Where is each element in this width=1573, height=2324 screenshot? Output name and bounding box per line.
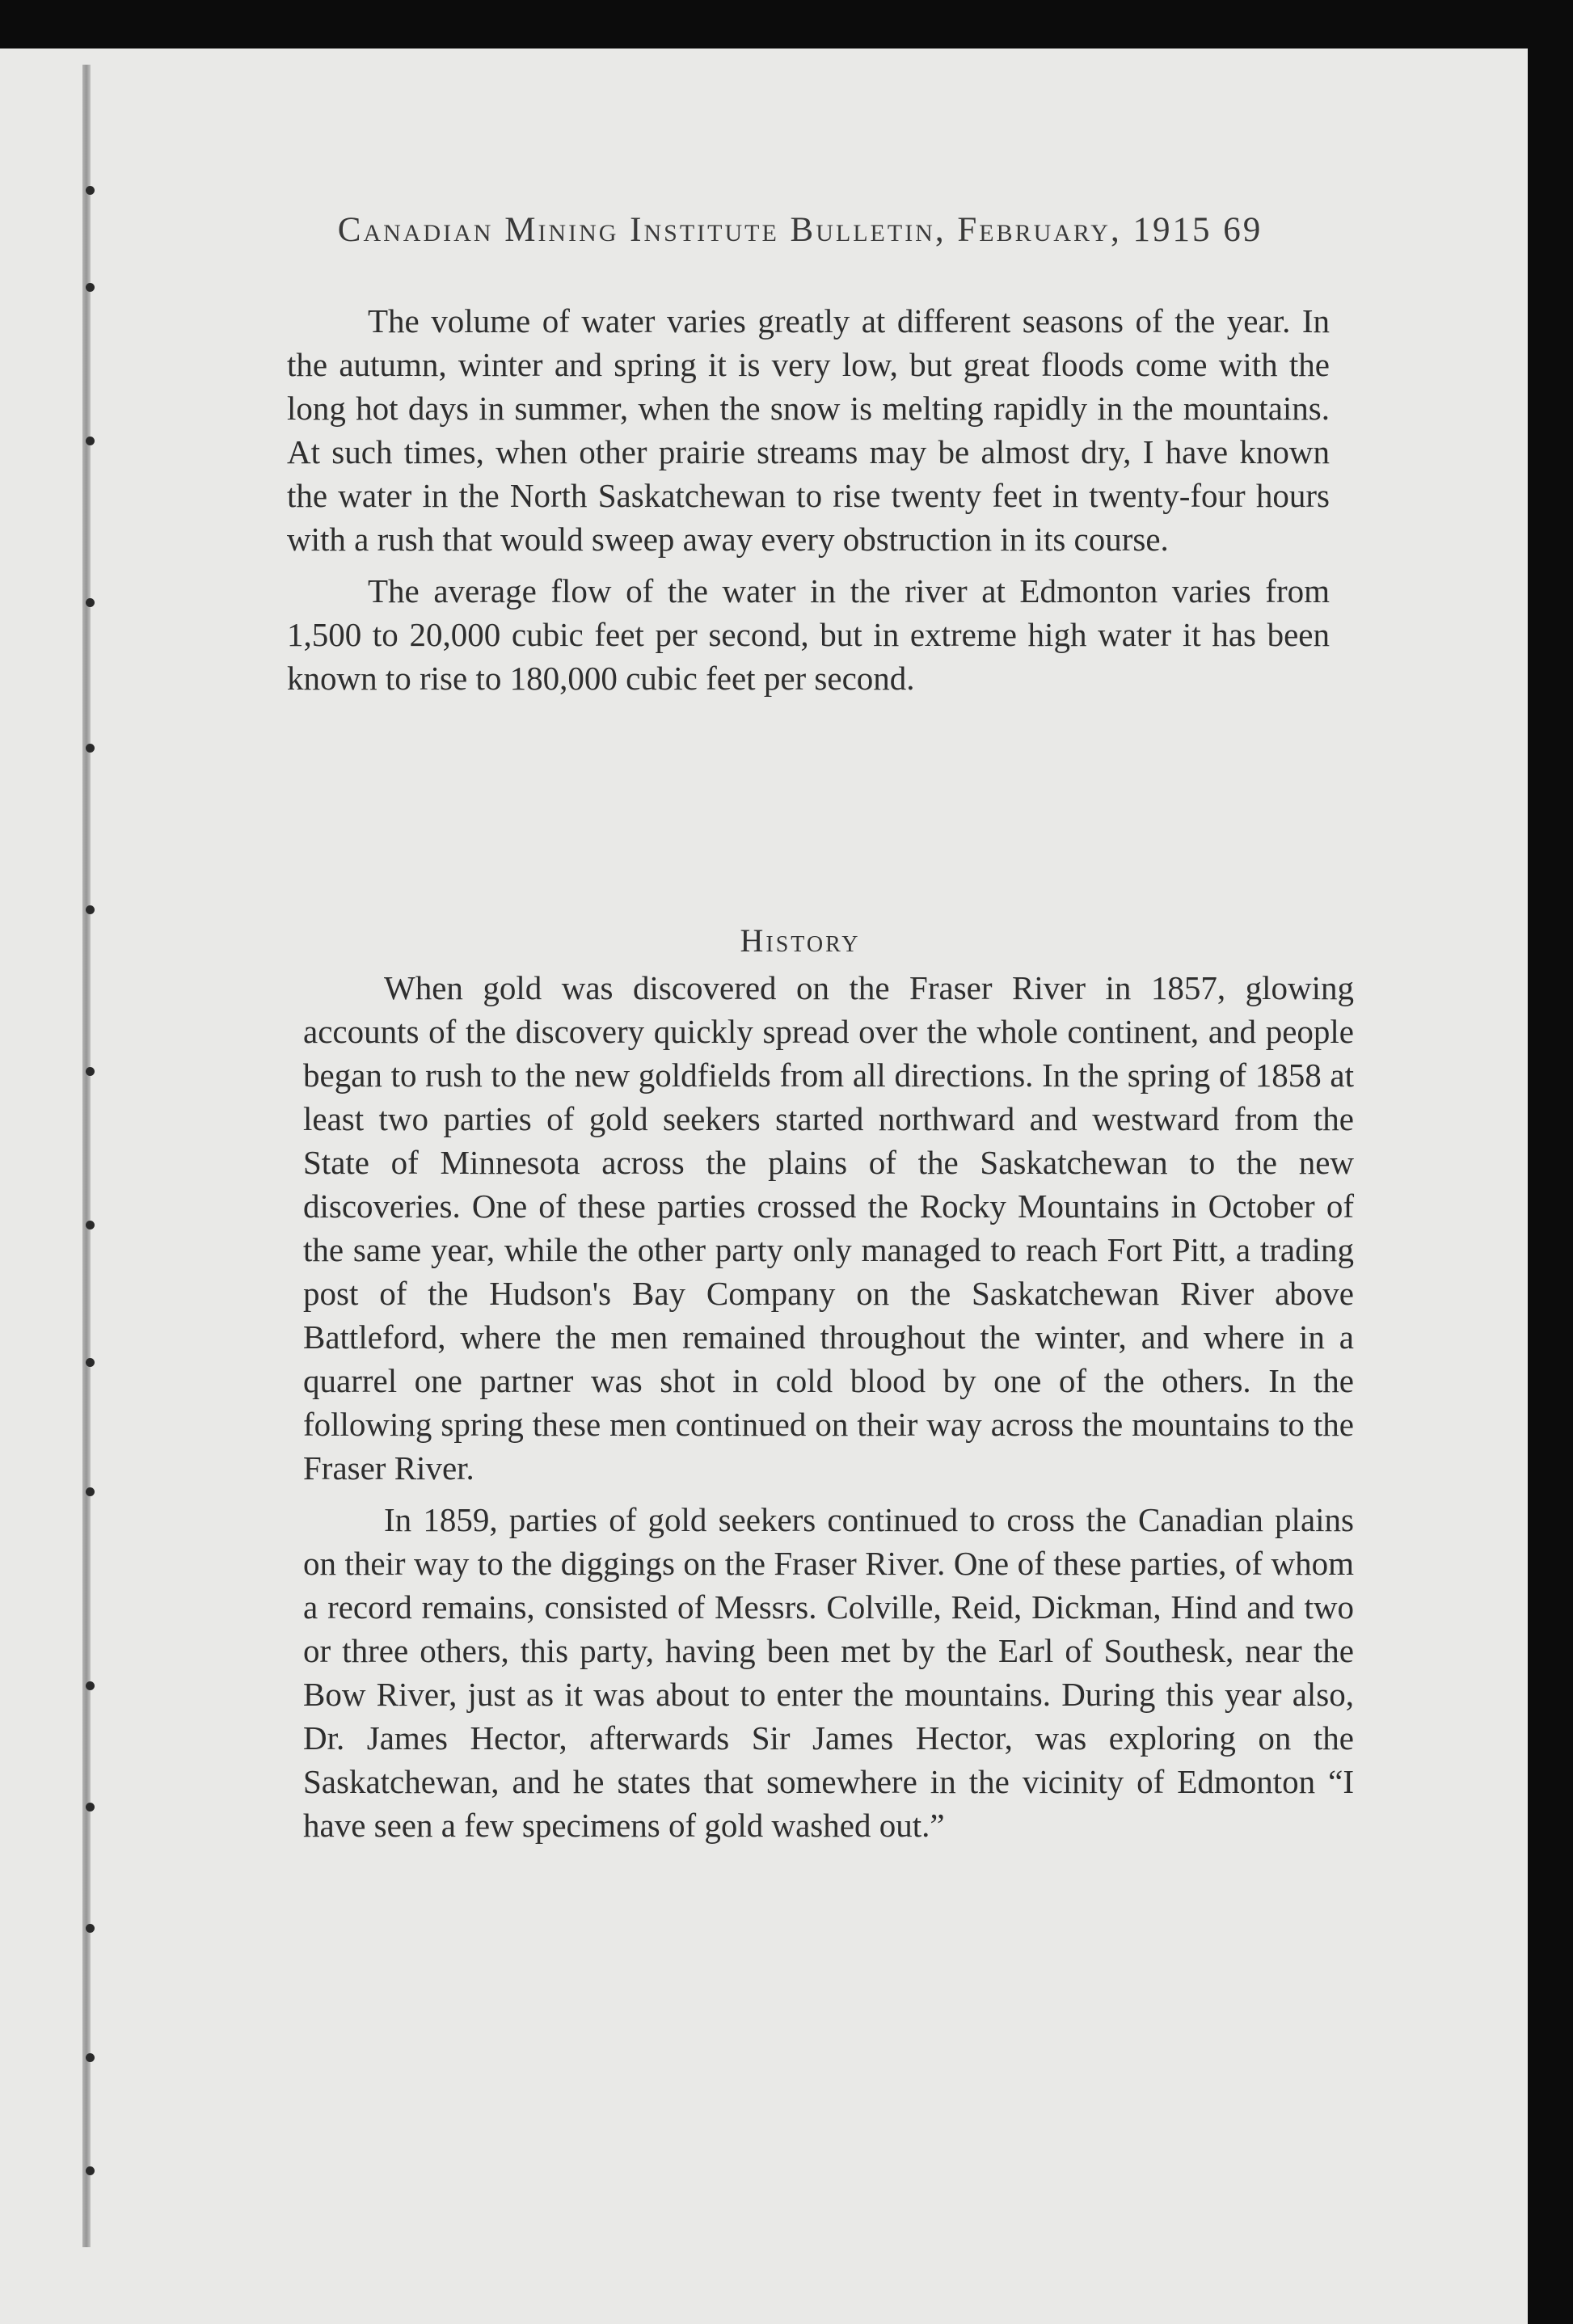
- binding-hole: [86, 1358, 95, 1367]
- binding-hole: [86, 744, 95, 753]
- paragraph: The volume of water varies greatly at different seasons of the year. In the autumn, winter and spring it is very low, but great floods come with the long hot days in summer, when the snow is melting rapidly in the mountains. At such times, when other prairie streams may be almost dry, I have known the water in the North Saskatchewan to rise twenty feet in twenty-four hours with a rush that would sweep away every obstruction in its course.: [287, 302, 1330, 558]
- binding-hole: [86, 1681, 95, 1690]
- binding-hole: [86, 1924, 95, 1933]
- binding-hole: [86, 437, 95, 445]
- paragraph: The average flow of the water in the river at Edmonton varies from 1,500 to 20,000 cubic feet per second, but in extreme high water it has been known to rise to 180,000 cubic feet per second.: [287, 572, 1330, 697]
- binding-hole: [86, 1487, 95, 1496]
- binding-hole: [86, 598, 95, 607]
- binding-hole: [86, 905, 95, 914]
- binding-hole: [86, 2053, 95, 2062]
- binding-hole: [86, 186, 95, 195]
- binding-edge: [57, 65, 121, 2247]
- section-2: [303, 966, 1354, 1855]
- section-heading: History: [740, 922, 861, 959]
- book-page: [0, 49, 1528, 2324]
- binding-hole: [86, 1067, 95, 1076]
- binding-hole: [86, 1803, 95, 1812]
- section-1: [287, 299, 1330, 708]
- paragraph: In 1859, parties of gold seekers continued to cross the Canadian plains on their way to the diggings on the Fraser River. One of these parties, of whom a record remains, consisted of Messrs. Colville, Reid, Dickman, Hind and two or three others, this party, having been met by the Earl of Southesk, near the Bow River, just as it was about to enter the mountains. During this year also, Dr. James Hector, afterwards Sir James Hector, was exploring on the Saskatchewan, and he states that somewhere in the vicinity of Edmonton “I have seen a few specimens of gold washed out.”: [303, 1501, 1354, 1844]
- binding-hole: [86, 2166, 95, 2175]
- paragraph: When gold was discovered on the Fraser River in 1857, glowing accounts of the discovery quickly spread over the whole continent, and people began to rush to the new goldfields from all directions. In the spring of 1858 at least two parties of gold seekers started northward and westward from the State of Minnesota across the plains of the Saskatchewan to the new discoveries. One of these parties crossed the Rocky Mountains in October of the same year, while the other party only managed to reach Fort Pitt, a trading post of the Hudson's Bay Company on the Saskatchewan River above Battleford, where the men remained throughout the winter, and where in a quarrel one partner was shot in cold blood by one of the others. In the following spring these men continued on their way across the mountains to the Fraser River.: [303, 969, 1354, 1487]
- binding-line: [82, 65, 91, 2247]
- running-header: Canadian Mining Institute Bulletin, February, 1915 69: [337, 211, 1263, 249]
- binding-hole: [86, 283, 95, 292]
- binding-hole: [86, 1221, 95, 1229]
